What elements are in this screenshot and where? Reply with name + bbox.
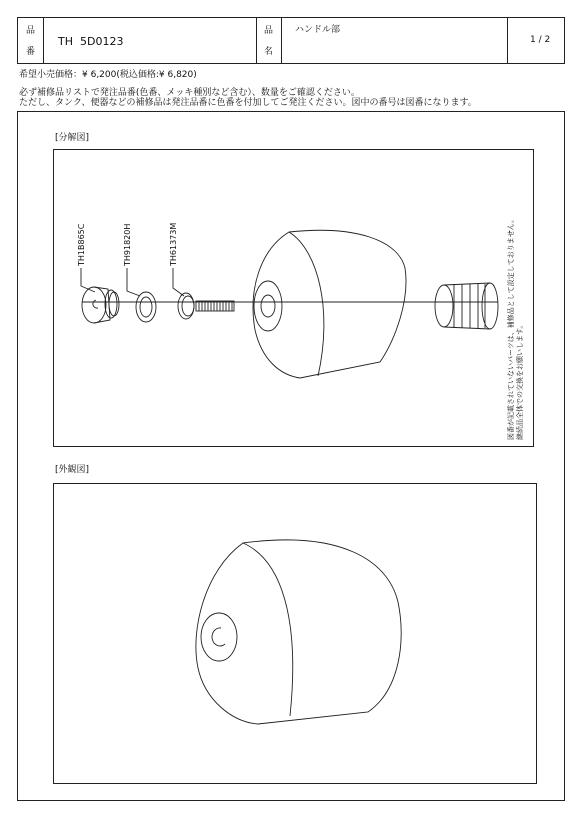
- part-label-2: TH91820H: [123, 223, 132, 266]
- leader-line: [127, 268, 140, 296]
- part-name-label-1: 品: [264, 26, 274, 36]
- exterior-title: [外観図]: [55, 465, 90, 475]
- cap-part: [82, 287, 119, 323]
- part-label-3: TH61373M: [169, 222, 178, 266]
- part-no-label-2: 番: [26, 47, 36, 57]
- part-name: ハンドル部: [295, 25, 341, 35]
- handle-body: [253, 230, 406, 378]
- exterior-handle: [196, 540, 401, 724]
- oring-part: [136, 292, 156, 322]
- part-name-label-2: 名: [264, 47, 274, 57]
- leader-line: [81, 268, 95, 292]
- knob-part: [435, 283, 498, 329]
- price-line: 希望小売価格：¥ 6,200(税込価格:¥ 6,820): [19, 70, 197, 80]
- page-number: 1 / 2: [530, 35, 551, 45]
- part-number: TH 5D0123: [58, 35, 124, 48]
- notice-line-1: 必ず補修品リストで発注品番(色番、メッキ種別など含む）、数量をご確認ください。: [19, 88, 360, 98]
- part-label-1: TH1B865C: [77, 223, 86, 266]
- part-no-label-1: 品: [26, 26, 36, 36]
- screw-part: [178, 293, 234, 319]
- side-note-2: 継続品全体での交換をお願いします。: [516, 321, 524, 440]
- leader-line: [173, 268, 184, 296]
- side-note-1: 図番が記載されていないパーツは、補修品として設定しておりません。: [507, 215, 515, 440]
- exploded-title: [分解図]: [55, 133, 90, 143]
- notice-line-2: ただし、タンク、便器などの補修品は発注品番に色番を付加してご発注ください。図中の番号は図番になります。: [19, 98, 477, 108]
